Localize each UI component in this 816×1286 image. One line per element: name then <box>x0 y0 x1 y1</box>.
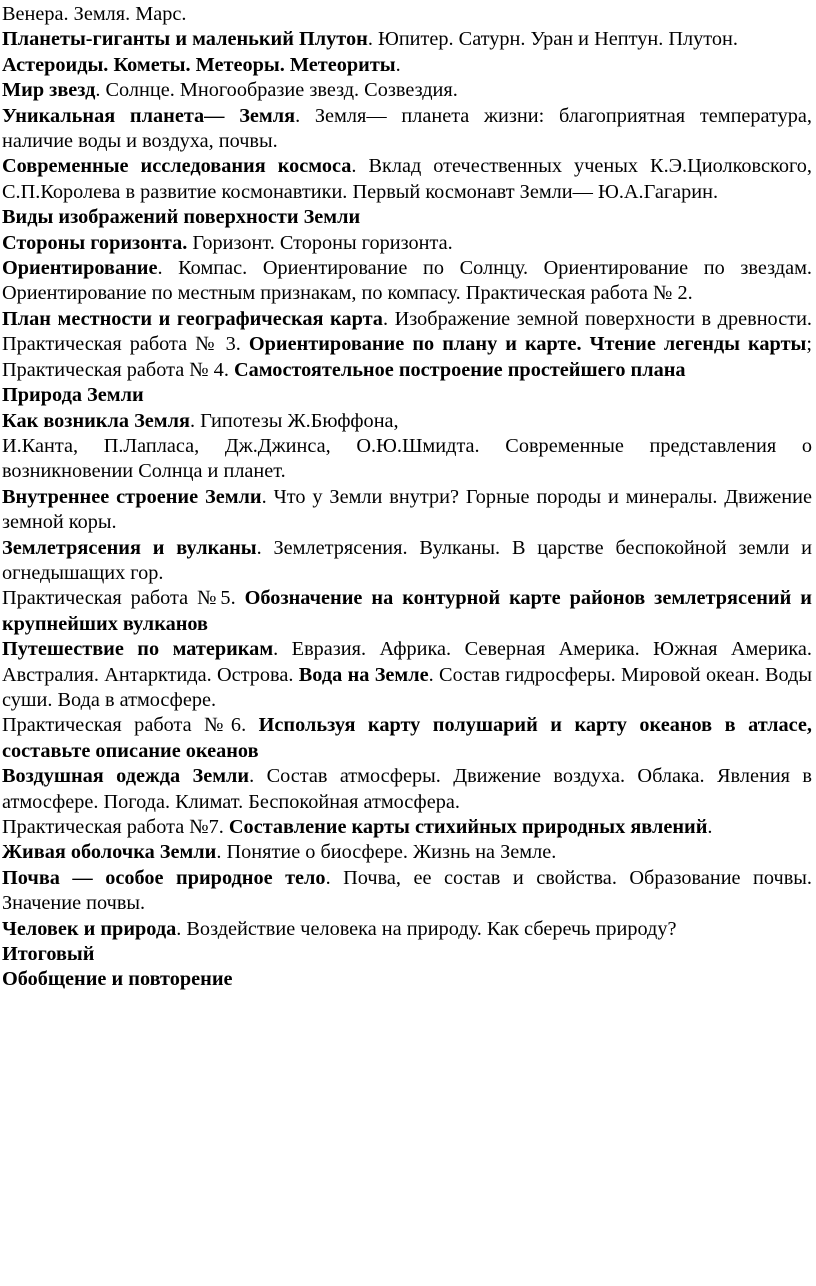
text-run: Практическая работа №6. <box>2 714 259 737</box>
paragraph <box>2 256 812 307</box>
text-run: Практическая работа №5. <box>2 587 245 610</box>
bold-text-run: Обозначение на контурной карте районов землетрясений и крупнейших вулканов <box>2 587 812 635</box>
bold-text-run: Обобщение и повторение <box>2 968 233 991</box>
text-run: . Евразия. Африка. Северная Америка. Южная Америка. Австралия. Антарктида. Острова. <box>2 638 812 686</box>
text-run: . Солнце. Многообразие звезд. Созвездия. <box>95 79 458 102</box>
text-run: . Земля— планета жизни: благоприятная температура, наличие воды и воздуха, почвы. <box>2 104 812 153</box>
paragraph <box>2 866 812 917</box>
paragraph <box>2 434 812 485</box>
paragraph <box>2 2 812 27</box>
bold-text-run: Астероиды. Кометы. Метеоры. Метеориты <box>2 53 396 76</box>
paragraph <box>2 485 812 536</box>
text-run: . Что у Земли внутри? Горные породы и минералы. Движение земной коры. <box>2 485 813 534</box>
paragraph <box>2 917 812 942</box>
text-run: Венера. Земля. Марс. <box>2 3 187 25</box>
bold-text-run: Современные исследования космоса <box>2 155 352 178</box>
bold-text-run: Составление карты стихийных природных явлений <box>228 816 708 838</box>
text-run: . Почва, ее состав и свойства. Образование почвы. Значение почвы. <box>2 866 812 915</box>
bold-text-run: Виды изображений поверхности Земли <box>2 206 361 229</box>
text-run: Практическая работа №7. <box>2 816 229 838</box>
text-run: ; Практическая работа № 4. <box>2 333 813 381</box>
paragraph <box>2 205 812 230</box>
text-run: . Землетрясения. Вулканы. В царстве беспокойной земли и огнедышащих гор. <box>2 536 812 584</box>
bold-text-run: Вода на Земле <box>298 663 429 686</box>
text-run: . Изображение земной поверхности в древности. Практическая работа № 3. <box>2 307 812 356</box>
paragraph <box>2 231 812 256</box>
text-run: . Воздействие человека на природу. Как сберечь природу? <box>176 917 677 940</box>
bold-text-run: Мир звезд <box>2 79 96 102</box>
paragraph <box>2 637 812 713</box>
bold-text-run: Путешествие по материкам <box>2 638 274 661</box>
paragraph <box>2 967 812 992</box>
text-run: . Понятие о биосфере. Жизнь на Земле. <box>216 841 557 864</box>
bold-text-run: План местности и географическая карта <box>2 307 383 330</box>
text-run: . Вклад отечественных ученых К.Э.Циолковского, С.П.Королева в развитие космонавтики. Первый космонавт Земли— Ю.А.Гагарин. <box>2 155 812 203</box>
bold-text-run: Ориентирование <box>2 257 158 280</box>
bold-text-run: Воздушная одежда Земли <box>2 765 250 788</box>
paragraph <box>2 536 812 587</box>
bold-text-run: Уникальная планета— Земля <box>2 104 296 127</box>
text-run: Горизонт. Стороны горизонта. <box>187 231 453 254</box>
paragraph <box>2 409 812 434</box>
paragraph <box>2 154 812 205</box>
bold-text-run: Почва — особое природное тело <box>2 866 326 889</box>
bold-text-run: Стороны горизонта. <box>2 231 188 254</box>
paragraph <box>2 383 812 408</box>
text-run: . Состав гидросферы. Мировой океан. Воды суши. Вода в атмосфере. <box>2 663 812 711</box>
paragraph <box>2 307 812 383</box>
paragraph <box>2 104 812 155</box>
bold-text-run: Человек и природа <box>2 917 177 940</box>
bold-text-run: Живая оболочка Земли <box>2 841 217 864</box>
bold-text-run: Как возникла Земля <box>2 409 190 432</box>
paragraph <box>2 764 812 815</box>
bold-text-run: Землетрясения и вулканы <box>2 536 257 559</box>
bold-text-run: Используя карту полушарий и карту океанов в атласе, составьте описание океанов <box>2 714 812 762</box>
bold-text-run: Самостоятельное построение простейшего плана <box>233 358 686 381</box>
paragraph <box>2 840 812 865</box>
paragraph <box>2 78 812 103</box>
text-run: . Состав атмосферы. Движение воздуха. Облака. Явления в атмосфере. Погода. Климат. Беспокойная атмосфера. <box>2 765 812 813</box>
paragraph <box>2 942 812 967</box>
paragraph <box>2 53 812 78</box>
text-run: . Компас. Ориентирование по Солнцу. Ориентирование по звездам. Ориентирование по местным признакам, по компасу. Практическая работа № 2. <box>2 257 812 305</box>
bold-text-run: Внутреннее строение Земли <box>2 485 262 508</box>
text-run: . Гипотезы Ж.Бюффона, <box>189 409 399 432</box>
bold-text-run: Ориентирование по плану и карте. Чтение легенды карты <box>248 333 807 356</box>
bold-text-run: Природа Земли <box>2 384 144 407</box>
paragraph <box>2 713 812 764</box>
bold-text-run: Итоговый <box>2 943 95 966</box>
text-run: . Юпитер. Сатурн. Уран и Нептун. Плутон. <box>367 28 738 51</box>
text-run: . <box>707 816 713 838</box>
text-run: И.Канта, П.Лапласа, Дж.Джинса, О.Ю.Шмидта. Современные представления о возникновении Солнца и планет. <box>2 434 812 483</box>
paragraph <box>2 27 812 52</box>
bold-text-run: Планеты-гиганты и маленький Плутон <box>2 28 368 51</box>
paragraph <box>2 586 812 637</box>
text-run: . <box>395 53 401 76</box>
paragraph <box>2 815 812 840</box>
